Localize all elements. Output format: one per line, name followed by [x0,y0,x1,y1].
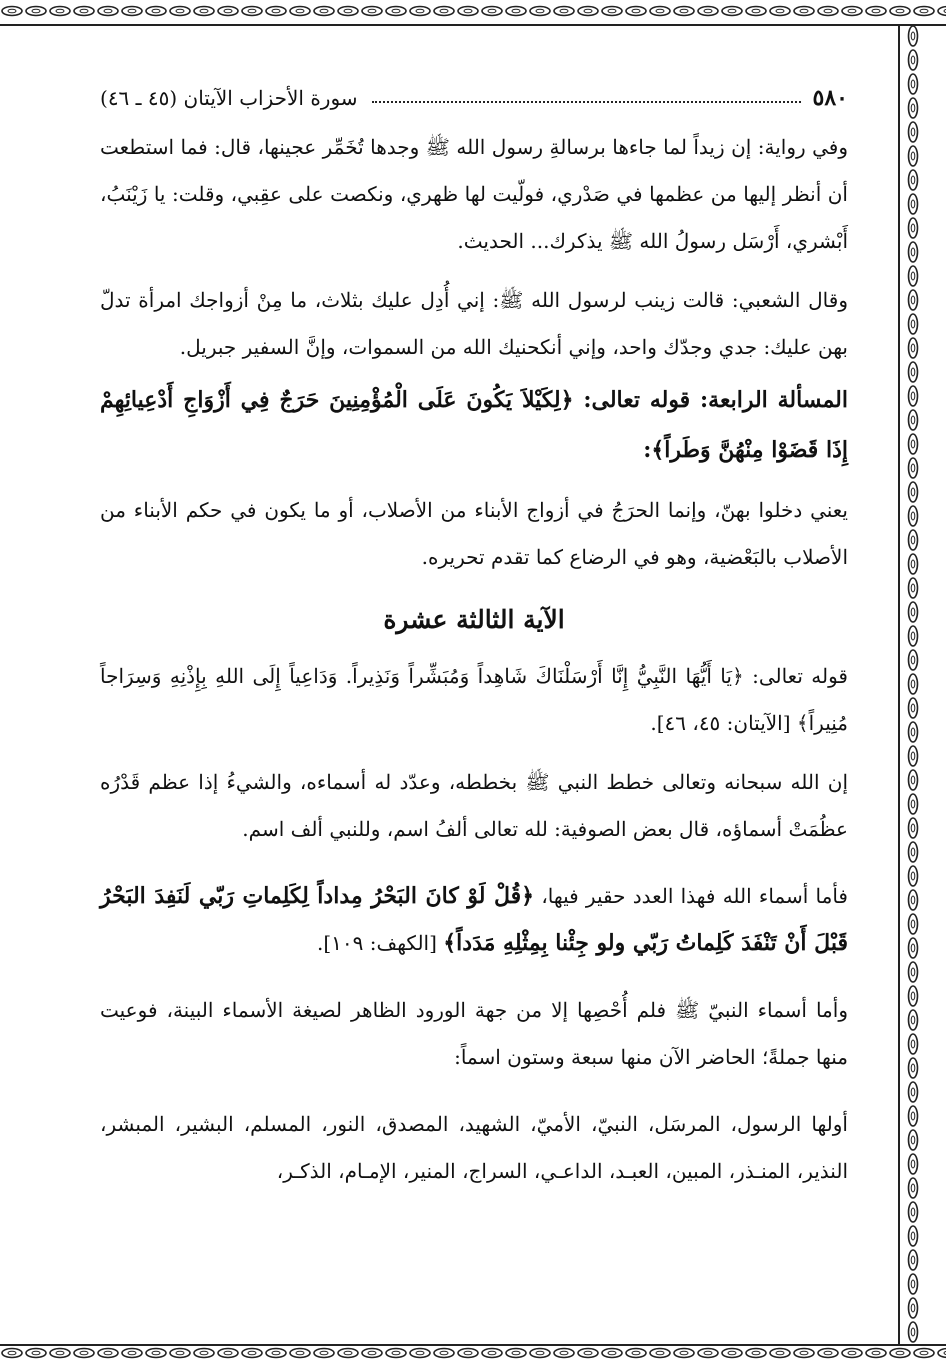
paragraph-names-intro: إن الله سبحانه وتعالى خطط النبي ﷺ بخططه، وعدّد له أسماءه، والشيءُ إذا عظم قَدْرُه عظُمَتْ أسماؤه، قال بعض الصوفية: لله تعالى ألفُ اسم، وللنبي ألف اسم. [100,770,848,841]
leader-dots [372,101,801,103]
running-header [100,78,848,118]
paragraph-shabi: وقال الشعبي: قالت زينب لرسول الله ﷺ: إني أُدِل عليك بثلاث، ما مِنْ أزواجك امرأة تدلّ بهن عليك: جدي وجدّك واحد، وإني أنكحنيك الله من السموات، وإنَّ السفير جبريل. [100,288,848,359]
section-heading: الآية الثالثة عشرة [383,605,565,634]
issue-label: المسألة الرابعة: قوله تعالى: [583,387,848,413]
kahf-verse: ﴿قُلْ لَوْ كانَ البَحْرُ مِداداً لِكَلِماتِ رَبّي لَنَفِدَ البَحْرُ قَبْلَ أَنْ تَنْفَدَ كَلِماتُ رَبّي ولو جِئْنا بِمِثْلِهِ مَدَداً﴾ [100,883,848,956]
paragraph-verse: قوله تعالى: ﴿يَا أَيُّهَا النَّبِيُّ إِنَّا أَرْسَلْنَاكَ شَاهِداً وَمُبَشِّراً وَنَذِيراً. وَدَاعِياً إِلَى اللهِ بِإِذْنِهِ وَسِرَاجاً مُنِيراً﴾ [الآيتان: ٤٥، ٤٦]. [100,664,848,735]
paragraph-names-of-god [100,873,848,967]
paragraph-explanation: يعني دخلوا بهنّ، وإنما الحرَجُ في أزواج الأبناء من الأصلاب، أو ما يكون في حكم الأبناء من الأصلاب بالبَعْضية، وهو في الرضاع كما تقدم تحريره. [100,498,848,569]
page-number: ٥٨٠ [812,85,848,111]
names-lead: فأما أسماء الله فهذا العدد حقير فيها، [541,884,848,908]
issue-verse: ﴿لِكَيْلاَ يَكُونَ عَلَى الْمُؤْمِنِينَ حَرَجٌ فِي أَزْوَاجِ أَدْعِيائِهِمْ إِذَا قَضَوْا مِنْهُنَّ وَطَراً﴾: [100,387,848,463]
verse-reference: [الكهف: ١٠٩]. [316,931,437,955]
paragraph-narration: وفي رواية: إن زيداً لما جاءها برسالةِ رسول الله ﷺ وجدها تُخَمِّر عجينها، قال: فما استطعت أن أنظر إليها من عظمها في صَدْري، فولّيت لها ظهري، ونكصت على عقِبي، وقلت: يا زَيْنَبُ، أَبْشري، أَرْسَل رسولُ الله ﷺ يذكرك... الحديث. [100,135,848,253]
issue-four [100,375,848,475]
paragraph-prophet-names: وأما أسماء النبيّ ﷺ فلم أُحْصِها إلا من جهة الورود الظاهر لصيغة الأسماء البينة، فوعيت منها جملةً؛ الحاضر الآن منها سبعة وستون اسماً: [100,998,848,1069]
page-content [100,78,848,1195]
running-title: سورة الأحزاب الآيتان (٤٥ ـ ٤٦) [100,86,358,110]
paragraph-names-list: أولها الرسول، المرسَل، النبيّ، الأميّ، الشهيد، المصدق، النور، المسلم، البشير، المبشر، النذير، المنـذر، المبين، العبـد، الداعـي، السراج، المنير، الإمـام، الذكـر، [100,1112,848,1183]
